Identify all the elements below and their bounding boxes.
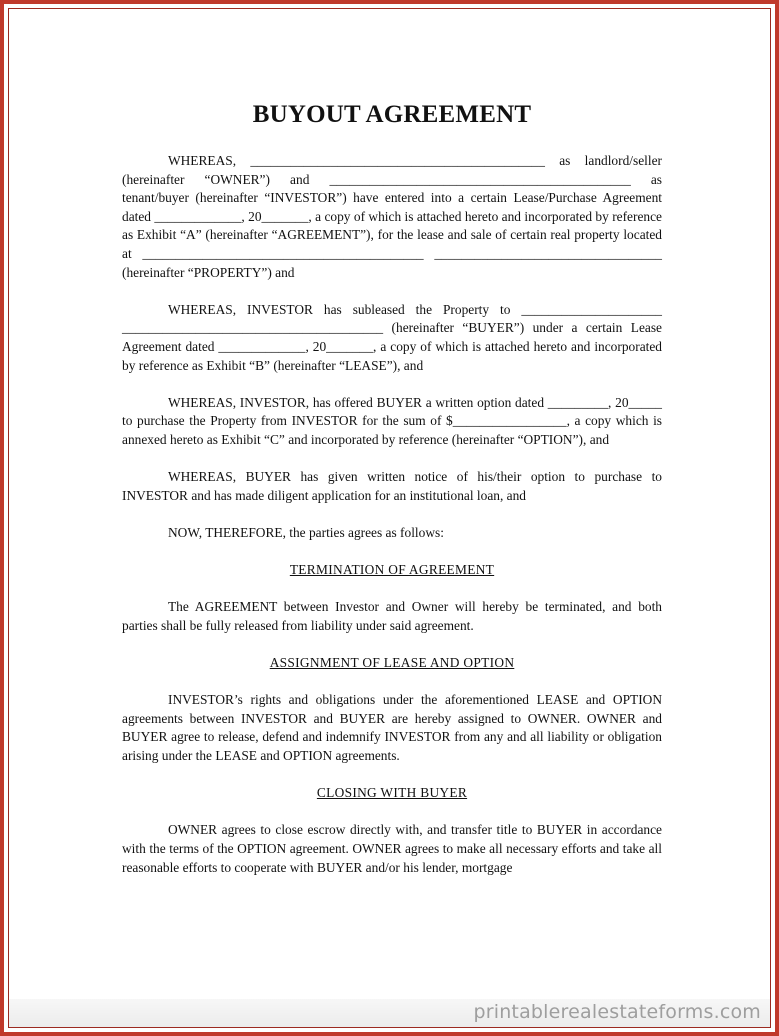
whereas-sublease-paragraph: WHEREAS, INVESTOR has subleased the Property to _____________________ _______________________________________ (hereinafter “BUYER”) under a certain Lease Agreement dated _____________, 20_______, a copy of which is attached hereto and incorporated by reference as Exhibit “B” (hereinafter “LEASE”), and bbox=[122, 301, 662, 373]
now-therefore-paragraph: NOW, THEREFORE, the parties agrees as follows: bbox=[168, 524, 444, 540]
site-watermark: printablerealestateforms.com bbox=[473, 1001, 761, 1023]
document-title: BUYOUT AGREEMENT bbox=[252, 101, 532, 128]
termination-paragraph: The AGREEMENT between Investor and Owner will hereby be terminated, and both parties shall be fully released from liability under said agreement. bbox=[122, 599, 662, 633]
whereas-owner-investor-paragraph: WHEREAS, ____________________________________________ as landlord/seller (hereinafter “OWNER”) and _____________________________________________ as tenant/buyer (hereinafter “INVESTOR”) have entered into a certain Lease/Purchase Agreement dated _____________, 20_______, a copy of which is attached hereto and incorporated by reference as Exhibit “A” (hereinafter “AGREEMENT”), for the lease and sale of certain real property located at __________________________________________ __________________________________ (hereinafter “PROPERTY”) and bbox=[122, 153, 662, 280]
closing-paragraph: OWNER agrees to close escrow directly with, and transfer title to BUYER in accordance with the terms of the OPTION agreement. OWNER agrees to make all necessary efforts and take all reasonable efforts to cooperate with BUYER and/or his lender, mortgage bbox=[122, 822, 662, 875]
assignment-paragraph: INVESTOR’s rights and obligations under the aforementioned LEASE and OPTION agreements between INVESTOR and BUYER are hereby assigned to OWNER. OWNER and BUYER agree to release, defend and indemnify INVESTOR from any and all liability or obligation arising under the LEASE and OPTION agreements. bbox=[122, 692, 662, 763]
whereas-option-paragraph: WHEREAS, INVESTOR, has offered BUYER a written option dated _________, 20_____ to purchase the Property from INVESTOR for the sum of $_________________, a copy which is annexed hereto as Exhibit “C” and incorporated by reference (hereinafter “OPTION”), and bbox=[122, 394, 662, 447]
whereas-notice-paragraph: WHEREAS, BUYER has given written notice of his/their option to purchase to INVESTOR and has made diligent application for an institutional loan, and bbox=[122, 469, 662, 503]
document-page bbox=[122, 100, 662, 896]
termination-heading: TERMINATION OF AGREEMENT bbox=[289, 562, 495, 578]
assignment-heading: ASSIGNMENT OF LEASE AND OPTION bbox=[269, 655, 515, 671]
closing-heading: CLOSING WITH BUYER bbox=[316, 785, 468, 801]
